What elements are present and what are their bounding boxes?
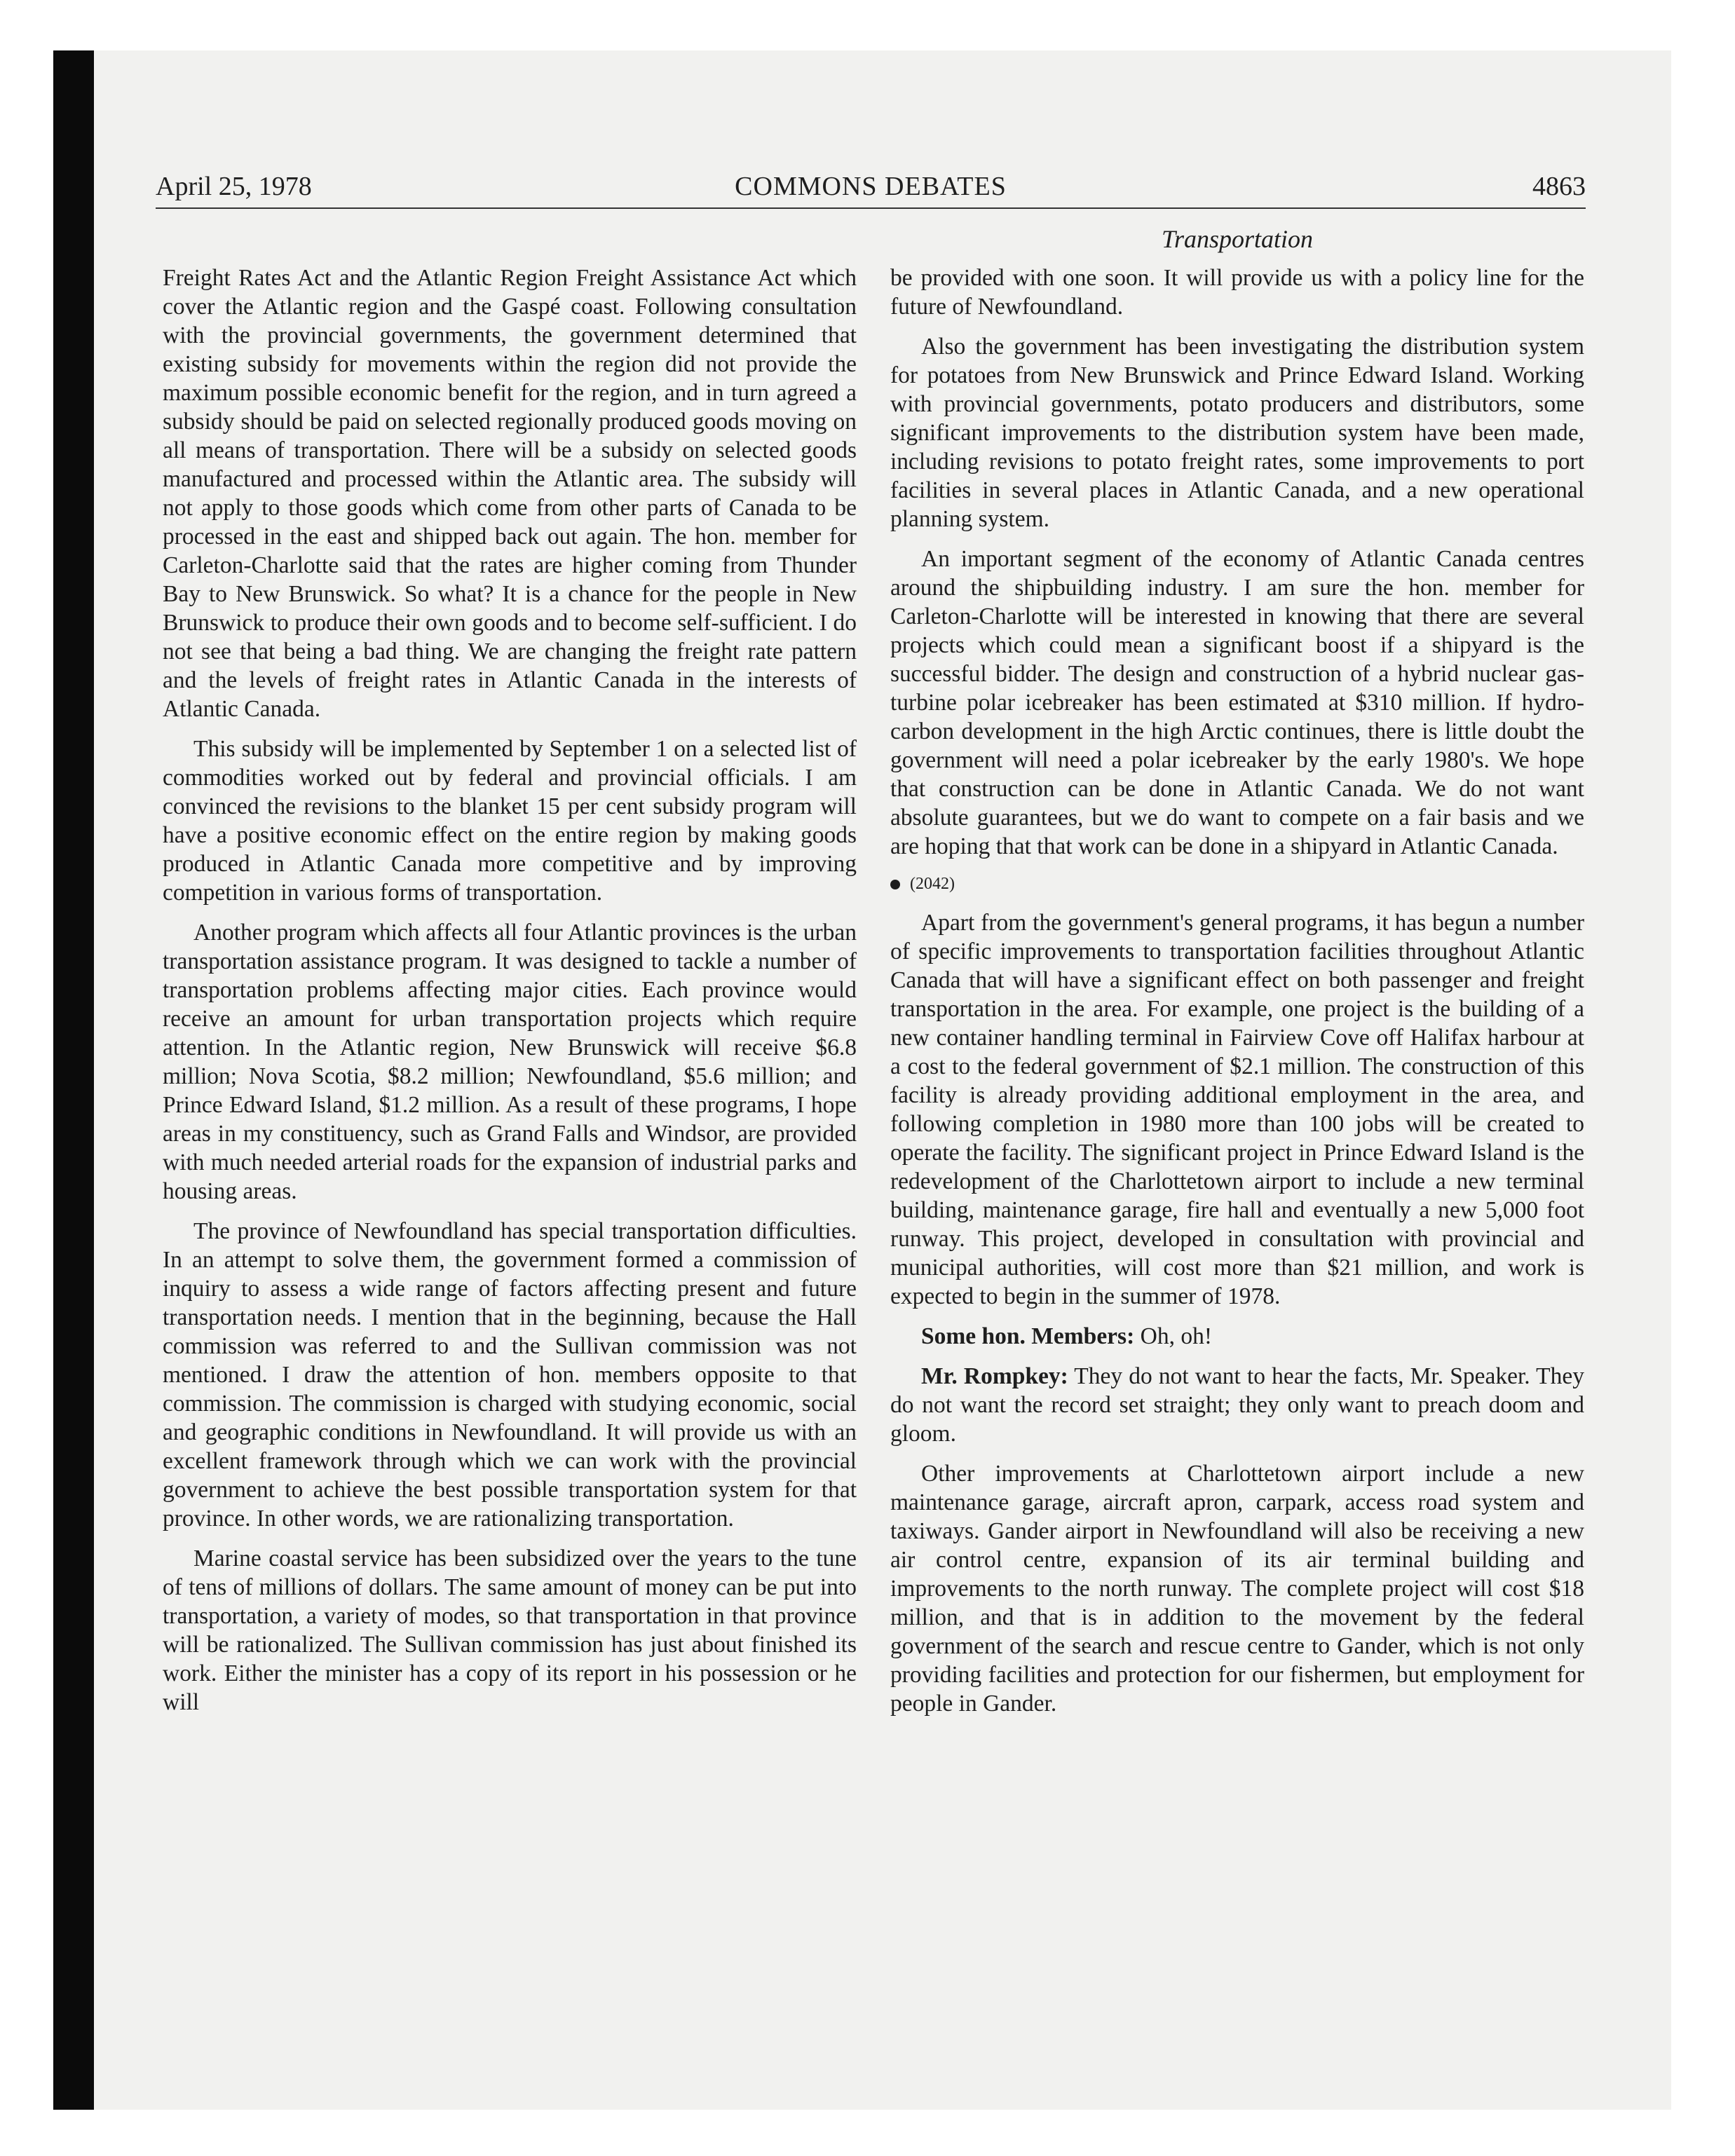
speaker-name: Mr. Rompkey: — [921, 1363, 1068, 1389]
time-marker — [890, 872, 1584, 896]
header-page-number: 4863 — [1532, 172, 1586, 201]
speech-text: Oh, oh! — [1134, 1323, 1212, 1349]
header-title: COMMONS DEBATES — [735, 172, 1007, 201]
paragraph: Other improvements at Charlottetown airport include a new maintenance garage, aircraft apron, carpark, access road system and taxiways. Gander airport in Newfoundland will also be receiving a new air control centre, expansion of its air terminal building and improvements to the north runway. The complete project will cost $18 million, and that is in addition to the movement by the federal government of the search and rescue centre to Gander, which is not only providing facilities and protection for our fishermen, but employment for people in Gander. — [890, 1461, 1584, 1717]
speaker-name: Some hon. Members: — [921, 1323, 1135, 1349]
time-marker-text: (2042) — [910, 875, 955, 893]
scan-edge — [53, 50, 94, 2110]
paragraph: The province of Newfoundland has special transportation difficulties. In an attempt to solve them, the government formed a commission of inquiry to assess a wide range of factors affecting present and future transportation needs. I mention that in the beginning, because the Hall commission was referred to and the Sullivan commission was not mentioned. I draw the attention of hon. members opposite to that commission. The commission is charged with studying economic, social and geographic conditions in Newfoundland. It will provide us with an excellent framework through which we can work with the provincial government to achieve the best possible transportation system for that province. In other words, we are rationalizing transportation. — [163, 1218, 857, 1531]
paragraph: Another program which affects all four Atlantic provinces is the urban transportation assistance program. It was designed to tackle a number of transportation problems affecting major cities. Each province would receive an amount for urban transportation projects which require attention. In the Atlantic region, New Brunswick will receive $6.8 million; Nova Scotia, $8.2 million; Newfoundland, $5.6 million; and Prince Edward Island, $1.2 million. As a result of these programs, I hope areas in my constituency, such as Grand Falls and Windsor, are provided with much needed arterial roads for the expansion of industrial parks and housing areas. — [163, 920, 857, 1204]
header-date: April 25, 1978 — [156, 172, 312, 201]
bullet-dot-icon — [890, 880, 900, 889]
paragraph: This subsidy will be implemented by September 1 on a selected list of commodities worked out by federal and provincial officials. I am convinced the revisions to the blanket 15 per cent subsidy program will have a positive economic effect on the entire region by making goods produced in Atlantic Canada more competitive and by improving competition in various forms of transportation. — [163, 736, 857, 906]
paragraph: be provided with one soon. It will provide us with a policy line for the future of Newfoundland. — [890, 265, 1584, 320]
paragraph: An important segment of the economy of Atlantic Canada centres around the shipbuilding industry. I am sure the hon. member for Carleton-Charlotte will be interested in knowing that there are several projects which could mean a significant boost if a shipyard is the successful bidder. The design and construction of a hybrid nuclear gas-turbine polar icebreaker has been estimated at $310 million. If hydro-carbon development in the high Arctic continues, there is little doubt the government will need a polar icebreaker by the early 1980's. We hope that construction can be done in Atlantic Canada. We do not want absolute guarantees, but we do want to compete on a fair basis and we are hoping that that work can be done in a shipyard in Atlantic Canada. — [890, 546, 1584, 859]
interjection — [890, 1322, 1584, 1351]
paragraph: Also the government has been investigating the distribution system for potatoes from New Brunswick and Prince Edward Island. Working with provincial governments, potato producers and distributors, some significant improvements to the distribution system have been made, including revisions to potato freight rates, some improvements to port facilities in several places in Atlantic Canada, and a new operational planning system. — [890, 334, 1584, 532]
paragraph: Freight Rates Act and the Atlantic Region Freight Assistance Act which cover the Atlantic region and the Gaspé coast. Following consultation with the provincial governments, the government determined that existing subsidy for movements within the region did not provide the maximum possible economic benefit for the region, and in turn agreed a subsidy should be paid on selected regionally produced goods moving on all means of transportation. There will be a subsidy on selected goods manufactured and processed within the Atlantic area. The subsidy will not apply to those goods which come from other parts of Canada to be processed in the east and shipped back out again. The hon. member for Carleton-Charlotte said that the rates are higher coming from Thunder Bay to New Brunswick. So what? It is a chance for the people in New Brunswick to produce their own goods and to become self-sufficient. I do not see that being a bad thing. We are changing the freight rate pattern and the levels of freight rates in Atlantic Canada in the interests of Atlantic Canada. — [163, 265, 857, 722]
right-column — [890, 264, 1584, 1729]
page-header — [156, 171, 1586, 210]
paragraph: Marine coastal service has been subsidized over the years to the tune of tens of millions of dollars. The same amount of money can be put into transportation, a variety of modes, so that transportation in that province will be rationalized. The Sullivan commission has just about finished its work. Either the minister has a copy of its report in his possession or he will — [163, 1546, 857, 1715]
left-column — [163, 264, 857, 1728]
header-rule — [156, 207, 1586, 209]
speech — [890, 1362, 1584, 1448]
paragraph: Apart from the government's general programs, it has begun a number of specific improvements to transportation facilities throughout Atlantic Canada that will have a significant effect on both passenger and freight transportation in the area. For example, one project is the building of a new container handling terminal in Fairview Cove off Halifax harbour at a cost to the federal government of $2.1 million. The construction of this facility is already providing additional employment in the area, and following completion in 1980 more than 100 jobs will be created to operate the facility. The significant project in Prince Edward Island is the redevelopment of the Charlottetown airport to include a new terminal building, maintenance garage, fire hall and eventually a new 5,000 foot runway. This project, developed in consultation with provincial and municipal authorities, will cost more than $21 million, and work is expected to begin in the summer of 1978. — [890, 910, 1584, 1309]
speech-text: They do not want to hear the facts, Mr. Speaker. They do not want the record set straight; they only want to preach doom and gloom. — [890, 1363, 1584, 1447]
section-title: Transportation — [1161, 225, 1314, 253]
